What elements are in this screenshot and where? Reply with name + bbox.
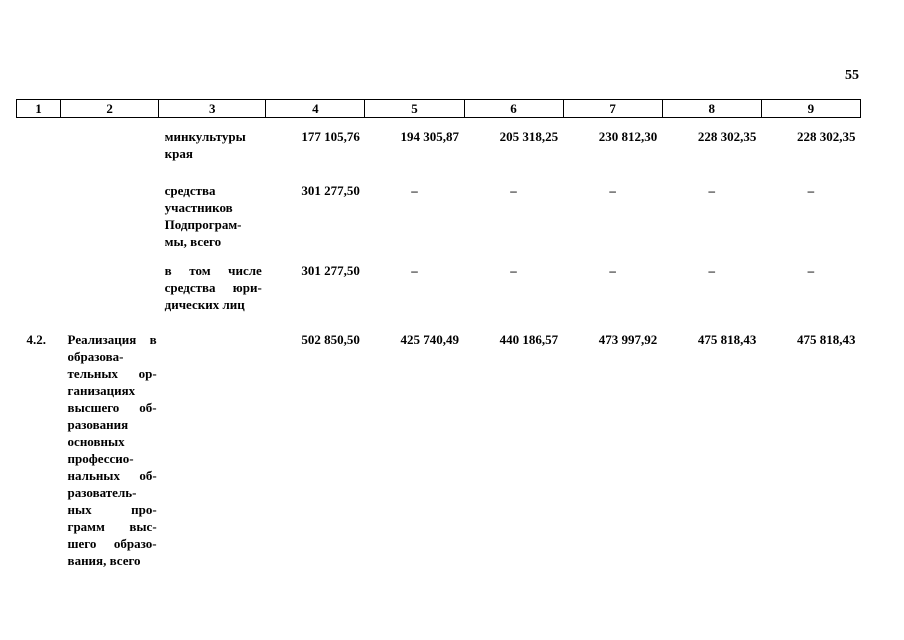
funding-source-cell <box>159 168 266 254</box>
value-cell: – <box>510 263 517 278</box>
row-number-cell <box>17 168 61 254</box>
activity-name-line: вания, всего <box>67 553 141 568</box>
row-number-cell <box>17 118 61 169</box>
value-cell: 228 302,35 <box>797 129 856 144</box>
activity-name-line: разования <box>67 417 129 432</box>
header-col-5: 5 <box>365 100 464 118</box>
value-cell: – <box>411 183 418 198</box>
funding-source-line: дических лиц <box>164 297 245 312</box>
activity-name-cell <box>61 322 159 569</box>
activity-name-line: ных про- <box>67 502 157 517</box>
value-cell: 473 997,92 <box>598 332 658 347</box>
value-cell: 205 318,25 <box>499 129 559 144</box>
header-col-8: 8 <box>662 100 761 118</box>
header-col-7: 7 <box>563 100 662 118</box>
table-row <box>17 322 861 569</box>
table-row <box>17 254 861 322</box>
header-col-6: 6 <box>464 100 563 118</box>
funding-source-line: средства юри- <box>164 280 262 295</box>
funding-source-line: мы, всего <box>164 234 222 249</box>
funding-source-line: средства <box>164 183 216 198</box>
value-cell: – <box>708 263 716 278</box>
table-header <box>17 100 861 118</box>
header-col-2: 2 <box>61 100 159 118</box>
value-cell: 425 740,49 <box>400 332 459 347</box>
value-cell: – <box>411 263 418 278</box>
funding-source-line: минкультуры <box>164 129 246 144</box>
activity-name-line: разователь- <box>67 485 137 500</box>
funding-source-line: участников <box>164 200 233 215</box>
value-cell: 230 812,30 <box>598 129 658 144</box>
value-cell: – <box>708 183 716 198</box>
value-cell: 177 105,76 <box>301 129 360 144</box>
activity-name-line: нальных об- <box>67 468 157 483</box>
header-col-4: 4 <box>266 100 365 118</box>
page-number: 55 <box>845 68 859 83</box>
activity-name-cell <box>61 118 159 169</box>
value-cell: 194 305,87 <box>400 129 459 144</box>
activity-name-line: тельных ор- <box>67 366 157 381</box>
activity-name-line: образова- <box>67 349 124 364</box>
value-cell: 475 818,43 <box>697 332 757 347</box>
row-number-cell <box>17 254 61 322</box>
header-col-1: 1 <box>17 100 61 118</box>
value-cell: 440 186,57 <box>499 332 559 347</box>
funding-source-line: края <box>164 146 193 161</box>
activity-name-line: ганизациях <box>67 383 136 398</box>
header-row <box>17 100 861 118</box>
value-cell: – <box>807 263 815 278</box>
funding-source-line: Подпрограм- <box>164 217 242 232</box>
activity-name-cell <box>61 168 159 254</box>
funding-source-line: в том числе <box>164 263 262 278</box>
value-cell: – <box>609 263 616 278</box>
value-cell: – <box>609 183 616 198</box>
activity-name-line: высшего об- <box>67 400 157 415</box>
funding-source-cell <box>159 322 266 569</box>
value-cell: – <box>510 183 517 198</box>
header-col-9: 9 <box>761 100 860 118</box>
activity-name-line: Реализация в <box>67 332 157 347</box>
funding-source-cell <box>159 254 266 322</box>
budget-table <box>16 99 861 569</box>
activity-name-line: профессио- <box>67 451 134 466</box>
funding-source-cell <box>159 118 266 169</box>
activity-name-cell <box>61 254 159 322</box>
table-row <box>17 118 861 169</box>
activity-name-line: грамм выс- <box>67 519 157 534</box>
value-cell: 228 302,35 <box>697 129 757 144</box>
activity-name-line: основных <box>67 434 125 449</box>
table-row <box>17 168 861 254</box>
value-cell: 301 277,50 <box>301 263 360 278</box>
value-cell: 475 818,43 <box>797 332 856 347</box>
value-cell: 502 850,50 <box>301 332 360 347</box>
row-number-cell: 4.2. <box>26 332 46 347</box>
activity-name-line: шего образо- <box>67 536 157 551</box>
header-col-3: 3 <box>159 100 266 118</box>
value-cell: 301 277,50 <box>301 183 360 198</box>
value-cell: – <box>807 183 815 198</box>
